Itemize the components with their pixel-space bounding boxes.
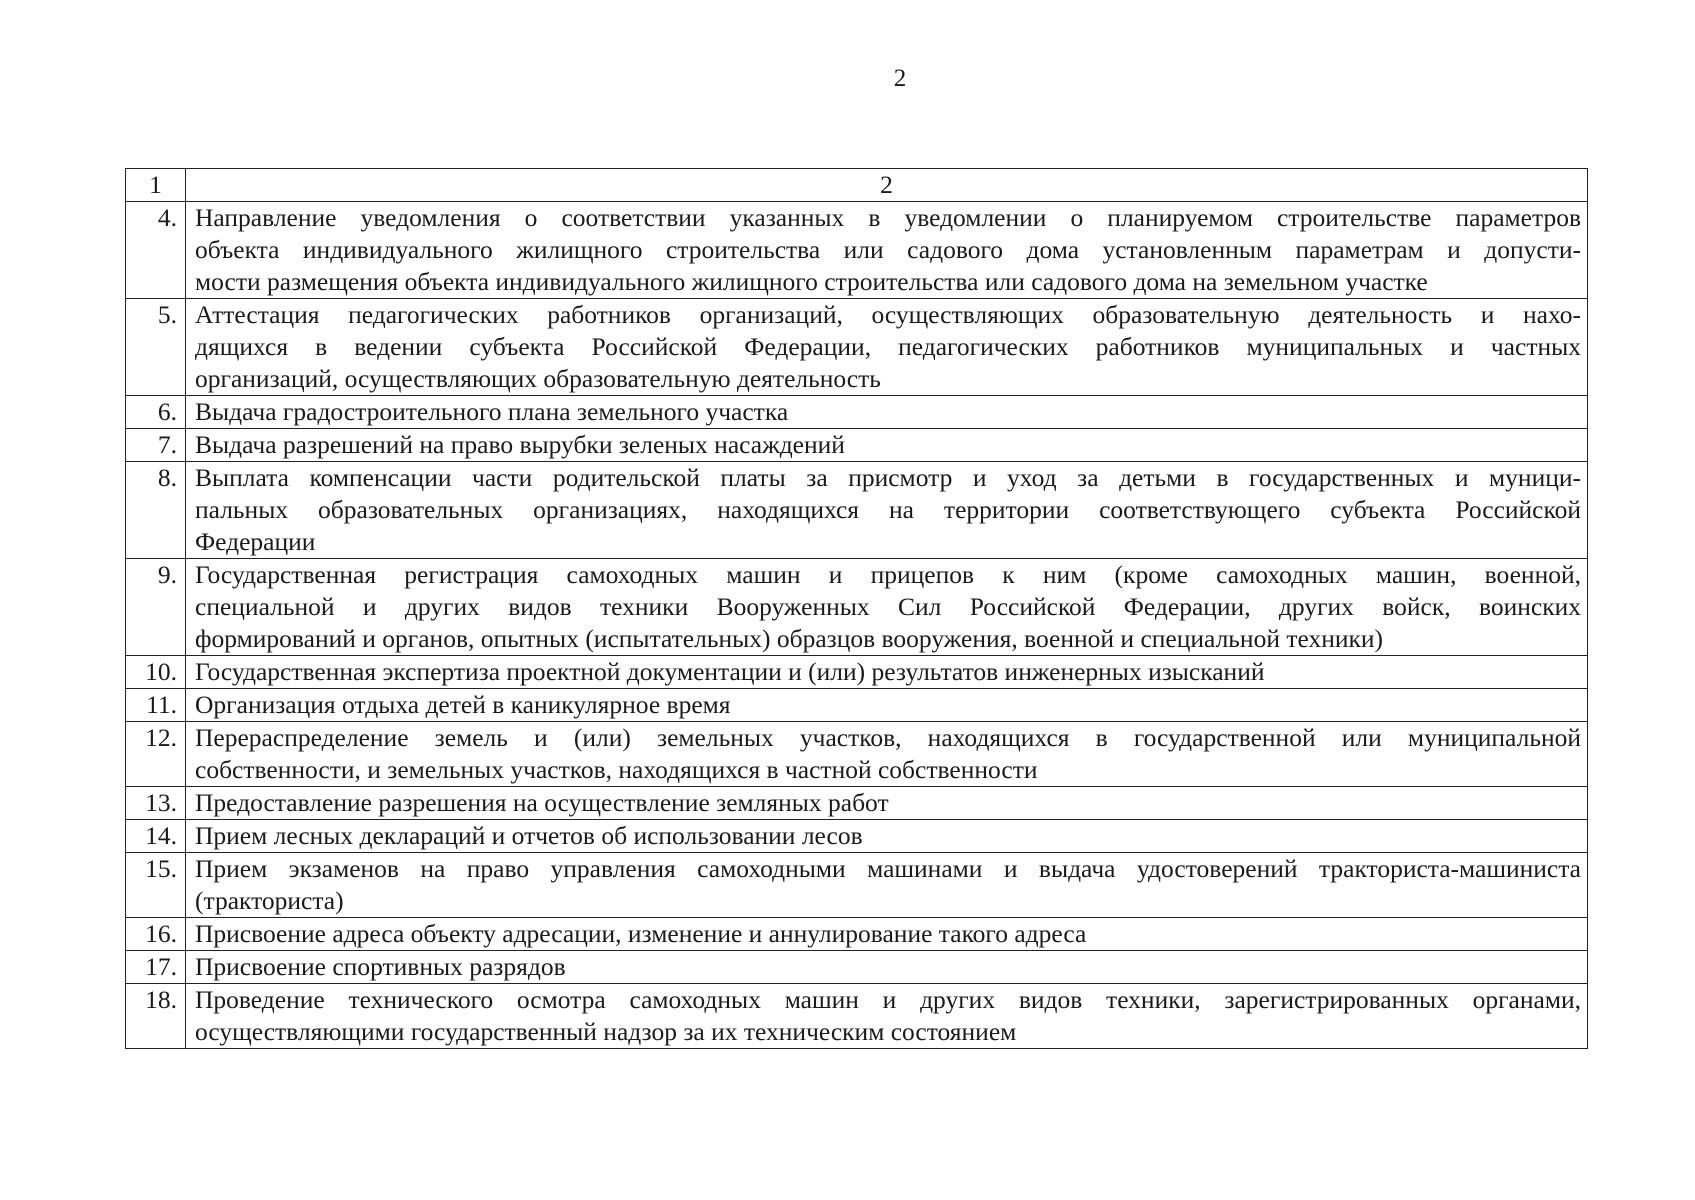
page-number: 2 bbox=[893, 65, 907, 92]
table-row bbox=[126, 462, 1588, 559]
row-number: 11. bbox=[126, 689, 186, 722]
table-row bbox=[126, 951, 1588, 984]
table-row bbox=[126, 559, 1588, 656]
table-row bbox=[126, 853, 1588, 918]
row-number: 6. bbox=[126, 396, 186, 429]
table-row bbox=[126, 299, 1588, 396]
row-text-line: объекта индивидуального жилищного строительства или садового дома установленным параметрам и допусти- bbox=[195, 235, 1581, 264]
row-text-line: Государственная регистрация самоходных машин и прицепов к ним (кроме самоходных машин, военной, bbox=[195, 560, 1581, 589]
row-text-line: Предоставление разрешения на осуществление земляных работ bbox=[195, 788, 889, 817]
row-number: 17. bbox=[126, 951, 186, 984]
row-number: 7. bbox=[126, 429, 186, 462]
row-text bbox=[186, 722, 1588, 787]
row-text bbox=[186, 202, 1588, 299]
row-text-line: собственности, и земельных участков, находящихся в частной собственности bbox=[195, 755, 1038, 784]
row-number: 10. bbox=[126, 656, 186, 689]
row-text-line: Прием лесных деклараций и отчетов об использовании лесов bbox=[195, 821, 863, 850]
row-text-line: мости размещения объекта индивидуального жилищного строительства или садового дома на земельном участке bbox=[195, 267, 1428, 296]
row-text bbox=[186, 559, 1588, 656]
table-header-row bbox=[126, 169, 1588, 202]
row-text-line: Выплата компенсации части родительской платы за присмотр и уход за детьми в государственных и муници- bbox=[195, 463, 1581, 492]
row-text-line: организаций, осуществляющих образовательную деятельность bbox=[195, 364, 881, 393]
row-text-line: формирований и органов, опытных (испытательных) образцов вооружения, военной и специальной техники) bbox=[195, 624, 1384, 653]
row-number: 12. bbox=[126, 722, 186, 787]
row-text-line: Проведение технического осмотра самоходных машин и других видов техники, зарегистрированных органами, bbox=[195, 985, 1581, 1014]
table-row bbox=[126, 984, 1588, 1049]
row-number: 14. bbox=[126, 820, 186, 853]
row-number: 18. bbox=[126, 984, 186, 1049]
table-row bbox=[126, 722, 1588, 787]
row-number: 13. bbox=[126, 787, 186, 820]
row-number: 16. bbox=[126, 918, 186, 951]
table-row bbox=[126, 689, 1588, 722]
row-text bbox=[186, 853, 1588, 918]
row-number: 8. bbox=[126, 462, 186, 559]
row-text-line: Прием экзаменов на право управления самоходными машинами и выдача удостоверений тракториста-машиниста bbox=[195, 854, 1581, 883]
row-text bbox=[186, 396, 1588, 429]
row-text-line: (тракториста) bbox=[195, 886, 344, 915]
row-text-line: Присвоение адреса объекту адресации, изменение и аннулирование такого адреса bbox=[195, 919, 1087, 948]
table-row bbox=[126, 202, 1588, 299]
row-text-line: осуществляющими государственный надзор за их техническим состоянием bbox=[195, 1017, 1017, 1046]
table-row bbox=[126, 787, 1588, 820]
services-table bbox=[125, 168, 1588, 1049]
row-text-line: Перераспределение земель и (или) земельных участков, находящихся в государственной или муниципальной bbox=[195, 723, 1581, 752]
header-cell-number: 1 bbox=[126, 169, 186, 202]
table-row bbox=[126, 820, 1588, 853]
row-text bbox=[186, 787, 1588, 820]
header-cell-text: 2 bbox=[186, 169, 1588, 202]
row-text-line: Выдача разрешений на право вырубки зеленых насаждений bbox=[195, 430, 845, 459]
row-text-line: дящихся в ведении субъекта Российской Федерации, педагогических работников муниципальных и частных bbox=[195, 332, 1581, 361]
row-text bbox=[186, 951, 1588, 984]
row-text bbox=[186, 656, 1588, 689]
table-row bbox=[126, 396, 1588, 429]
row-text bbox=[186, 429, 1588, 462]
row-text-line: пальных образовательных организациях, находящихся на территории соответствующего субъекта Российской bbox=[195, 495, 1581, 524]
row-number: 15. bbox=[126, 853, 186, 918]
table-row bbox=[126, 656, 1588, 689]
row-text bbox=[186, 820, 1588, 853]
row-text-line: Выдача градостроительного плана земельного участка bbox=[195, 397, 789, 426]
row-text-line: Государственная экспертиза проектной документации и (или) результатов инженерных изысканий bbox=[195, 657, 1265, 686]
row-number: 5. bbox=[126, 299, 186, 396]
table-row bbox=[126, 918, 1588, 951]
row-number: 9. bbox=[126, 559, 186, 656]
row-text bbox=[186, 462, 1588, 559]
row-text-line: Организация отдыха детей в каникулярное время bbox=[195, 690, 731, 719]
row-number: 4. bbox=[126, 202, 186, 299]
row-text bbox=[186, 984, 1588, 1049]
row-text-line: Присвоение спортивных разрядов bbox=[195, 952, 566, 981]
row-text-line: специальной и других видов техники Вооруженных Сил Российской Федерации, других войск, воинских bbox=[195, 592, 1581, 621]
row-text bbox=[186, 689, 1588, 722]
row-text bbox=[186, 918, 1588, 951]
table-row bbox=[126, 429, 1588, 462]
row-text bbox=[186, 299, 1588, 396]
row-text-line: Аттестация педагогических работников организаций, осуществляющих образовательную деятельность и нахо- bbox=[195, 300, 1581, 329]
row-text-line: Направление уведомления о соответствии указанных в уведомлении о планируемом строительстве параметров bbox=[195, 203, 1581, 232]
row-text-line: Федерации bbox=[195, 527, 316, 556]
